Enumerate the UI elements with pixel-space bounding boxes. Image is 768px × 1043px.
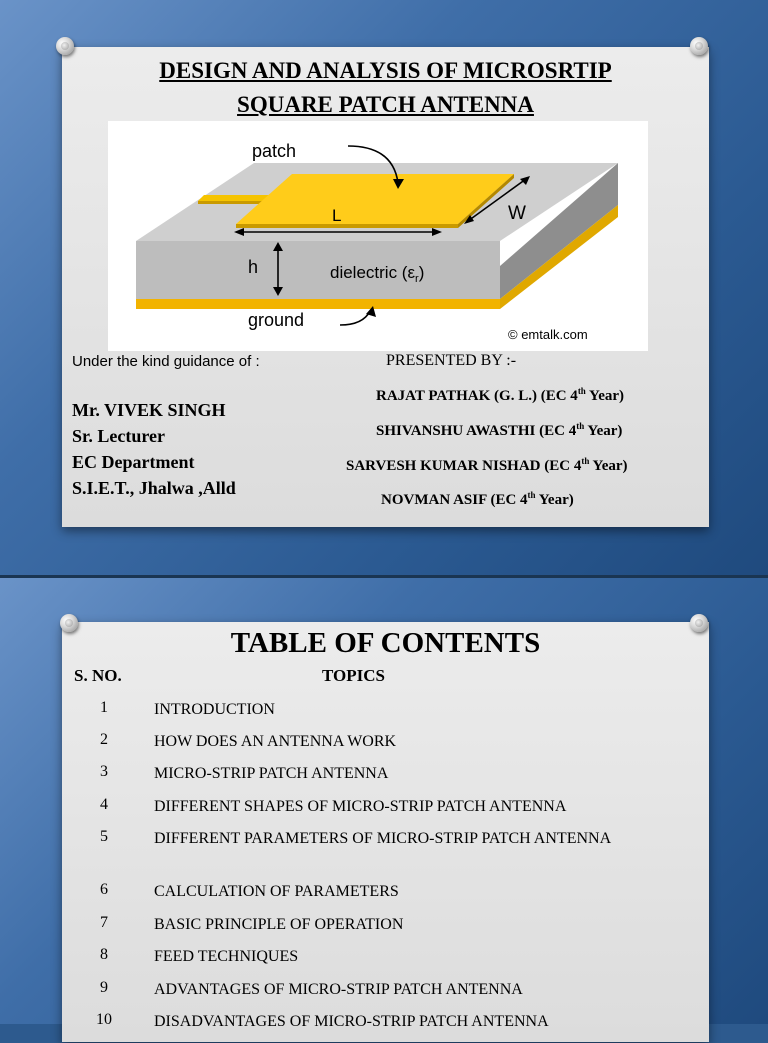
presenter-1: RAJAT PATHAK (G. L.) (EC 4th Year) [376,386,625,404]
toc-topic: BASIC PRINCIPLE OF OPERATION [154,916,404,933]
toc-row [62,914,709,946]
guide-institute: S.I.E.T., Jhalwa ,Alld [72,478,236,498]
toc-topic: MICRO-STRIP PATCH ANTENNA [154,765,389,782]
patch-antenna-diagram [108,121,648,351]
patch-antenna-illustration [108,121,648,351]
width-label: W [508,203,526,224]
presented-by-heading: PRESENTED BY :- [386,352,517,369]
toc-number: 4 [100,796,108,813]
diagram-credit: © emtalk.com [508,327,588,342]
toc-column-sno: S. NO. [74,666,122,685]
toc-topic: INTRODUCTION [154,701,275,718]
toc-topic: DIFFERENT PARAMETERS OF MICRO-STRIP PATCH ANTENNA [154,830,612,847]
toc-row [62,946,709,978]
toc-row [62,881,709,913]
toc-topic: FEED TECHNIQUES [154,948,299,965]
toc-number: 5 [100,828,108,845]
slide1-title-line1: DESIGN AND ANALYSIS OF MICROSRTIP [159,58,612,83]
toc-row [62,979,709,1011]
guide-department: EC Department [72,452,195,472]
pushpin-icon [56,37,74,55]
guide-designation: Sr. Lecturer [72,426,165,446]
toc-row [62,699,709,731]
height-label: h [248,257,259,277]
toc-title: TABLE OF CONTENTS [230,627,541,659]
toc-row [62,828,709,860]
toc-number: 9 [100,979,108,996]
toc-number: 8 [100,946,108,963]
guidance-heading: Under the kind guidance of : [72,353,260,370]
toc-column-topics: TOPICS [322,666,385,685]
toc-number: 3 [100,763,108,780]
patch-label: patch [252,141,297,161]
guide-name: Mr. VIVEK SINGH [72,400,226,420]
toc-number: 10 [96,1011,112,1028]
dielectric-label: dielectric $(\varepsilon_r)$ [330,263,425,285]
toc-topic: DIFFERENT SHAPES OF MICRO-STRIP PATCH ANTENNA [154,798,567,815]
ground-label: ground [248,310,305,330]
toc-topic: CALCULATION OF PARAMETERS [154,883,399,900]
toc-row [62,763,709,795]
presenter-3: SARVESH KUMAR NISHAD (EC 4th Year) [346,456,628,474]
presenter-4: NOVMAN ASIF (EC 4th Year) [381,490,574,508]
slide1-title-line2: SQUARE PATCH ANTENNA [237,92,534,117]
toc-number: 7 [100,914,108,931]
toc-row [62,1011,709,1043]
length-label: L [332,206,342,225]
toc-number: 1 [100,699,108,716]
toc-row [62,796,709,828]
toc-topic: ADVANTAGES OF MICRO-STRIP PATCH ANTENNA [154,981,523,998]
toc-topic: HOW DOES AN ANTENNA WORK [154,733,397,750]
slide-divider [0,575,768,578]
toc-number: 6 [100,881,108,898]
presenter-2: SHIVANSHU AWASTHI (EC 4th Year) [376,421,623,439]
pushpin-icon [690,37,708,55]
toc-row [62,731,709,763]
toc-topic: DISADVANTAGES OF MICRO-STRIP PATCH ANTENNA [154,1013,549,1030]
toc-number: 2 [100,731,108,748]
